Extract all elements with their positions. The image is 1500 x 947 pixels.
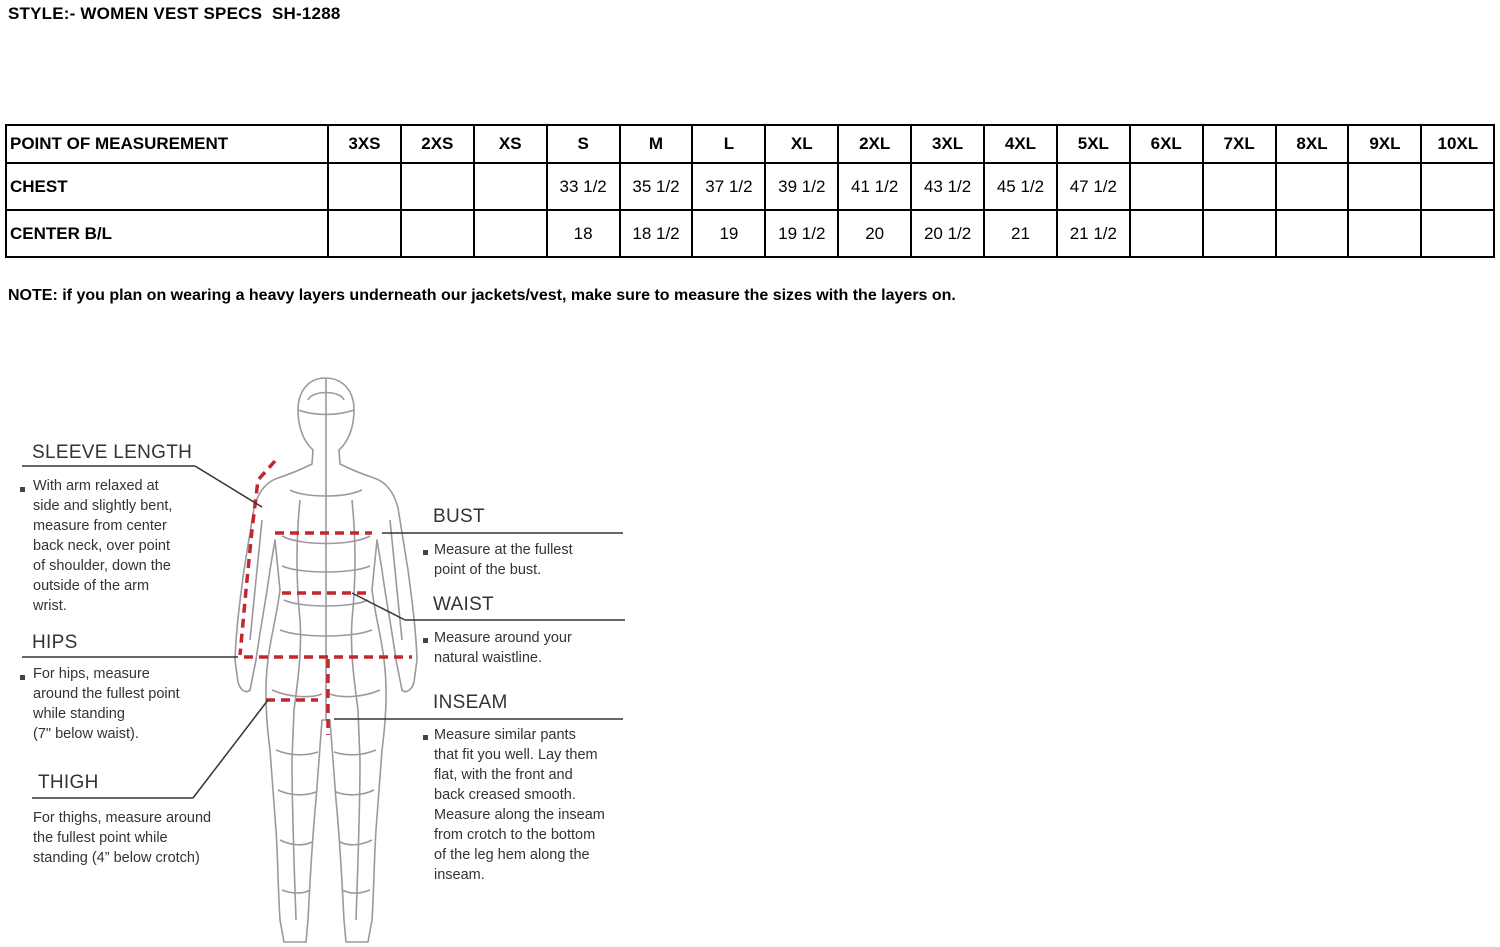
table-header-row bbox=[6, 125, 1494, 163]
table-cell: 43 1/2 bbox=[911, 163, 984, 210]
column-header-size: 3XL bbox=[911, 125, 984, 163]
column-header-size: 10XL bbox=[1421, 125, 1494, 163]
table-cell: 45 1/2 bbox=[984, 163, 1057, 210]
table-cell bbox=[1421, 210, 1494, 257]
table-cell bbox=[328, 163, 401, 210]
table-cell bbox=[1203, 163, 1276, 210]
column-header-size: S bbox=[547, 125, 620, 163]
column-header-size: 6XL bbox=[1130, 125, 1203, 163]
table-cell: 47 1/2 bbox=[1057, 163, 1130, 210]
table-cell: 18 1/2 bbox=[620, 210, 693, 257]
table-cell bbox=[1276, 163, 1349, 210]
column-header-size: L bbox=[692, 125, 765, 163]
waist-text: Measure around your natural waistline. bbox=[434, 630, 572, 666]
table-cell bbox=[474, 163, 547, 210]
table-cell: 20 1/2 bbox=[911, 210, 984, 257]
table-cell bbox=[1276, 210, 1349, 257]
measurement-guide bbox=[0, 360, 640, 947]
bust-heading: BUST bbox=[433, 506, 485, 527]
table-cell: 33 1/2 bbox=[547, 163, 620, 210]
table-cell: 18 bbox=[547, 210, 620, 257]
inseam-text: Measure similar pants that fit you well. Lay them flat, with the front and back creased smooth. Measure along the inseam from crotch to the bottom of the leg hem along the inseam. bbox=[434, 727, 605, 883]
table-cell bbox=[1130, 210, 1203, 257]
bullet-icon bbox=[423, 735, 428, 740]
table-cell bbox=[474, 210, 547, 257]
table-cell: 21 bbox=[984, 210, 1057, 257]
table-cell: 21 1/2 bbox=[1057, 210, 1130, 257]
hips-heading: HIPS bbox=[32, 632, 78, 653]
column-header-size: 7XL bbox=[1203, 125, 1276, 163]
table-cell bbox=[1130, 163, 1203, 210]
table-cell: 41 1/2 bbox=[838, 163, 911, 210]
column-header-size: 2XS bbox=[401, 125, 474, 163]
bullet-icon bbox=[423, 550, 428, 555]
table-cell: 37 1/2 bbox=[692, 163, 765, 210]
table-cell bbox=[328, 210, 401, 257]
column-header-size: 2XL bbox=[838, 125, 911, 163]
column-header-size: 8XL bbox=[1276, 125, 1349, 163]
table-cell: 19 bbox=[692, 210, 765, 257]
row-label: CENTER B/L bbox=[6, 210, 328, 257]
inseam-heading: INSEAM bbox=[433, 692, 508, 713]
table-cell bbox=[401, 163, 474, 210]
table-cell bbox=[1348, 210, 1421, 257]
column-header-size: M bbox=[620, 125, 693, 163]
table-cell: 20 bbox=[838, 210, 911, 257]
table-row bbox=[6, 163, 1494, 210]
table-cell bbox=[401, 210, 474, 257]
thigh-text: For thighs, measure around the fullest point while standing (4” below crotch) bbox=[33, 810, 212, 866]
table-row bbox=[6, 210, 1494, 257]
bullet-icon bbox=[20, 487, 25, 492]
bullet-icon bbox=[423, 638, 428, 643]
table-cell bbox=[1421, 163, 1494, 210]
sizing-note: NOTE: if you plan on wearing a heavy layers underneath our jackets/vest, make sure to measure the sizes with the layers on. bbox=[8, 287, 956, 304]
column-header-size: 5XL bbox=[1057, 125, 1130, 163]
hips-text: For hips, measure around the fullest point while standing (7" below waist). bbox=[33, 666, 180, 742]
table-cell: 35 1/2 bbox=[620, 163, 693, 210]
bullet-icon bbox=[20, 675, 25, 680]
table-cell bbox=[1203, 210, 1276, 257]
size-spec-table bbox=[5, 124, 1495, 258]
row-label: CHEST bbox=[6, 163, 328, 210]
column-header-size: 3XS bbox=[328, 125, 401, 163]
column-header-size: 4XL bbox=[984, 125, 1057, 163]
bust-text: Measure at the fullest point of the bust. bbox=[434, 542, 573, 578]
sleeve-length-heading: SLEEVE LENGTH bbox=[32, 442, 193, 463]
column-header-size: XL bbox=[765, 125, 838, 163]
page-title: STYLE:- WOMEN VEST SPECS SH-1288 bbox=[8, 4, 341, 23]
column-header-measurement: POINT OF MEASUREMENT bbox=[6, 125, 328, 163]
column-header-size: XS bbox=[474, 125, 547, 163]
waist-heading: WAIST bbox=[433, 594, 494, 615]
thigh-heading: THIGH bbox=[38, 772, 99, 793]
column-header-size: 9XL bbox=[1348, 125, 1421, 163]
table-cell: 39 1/2 bbox=[765, 163, 838, 210]
table-cell: 19 1/2 bbox=[765, 210, 838, 257]
sleeve-length-text: With arm relaxed at side and slightly bent, measure from center back neck, over point of shoulder, down the outside of the arm wrist. bbox=[33, 478, 173, 614]
table-cell bbox=[1348, 163, 1421, 210]
